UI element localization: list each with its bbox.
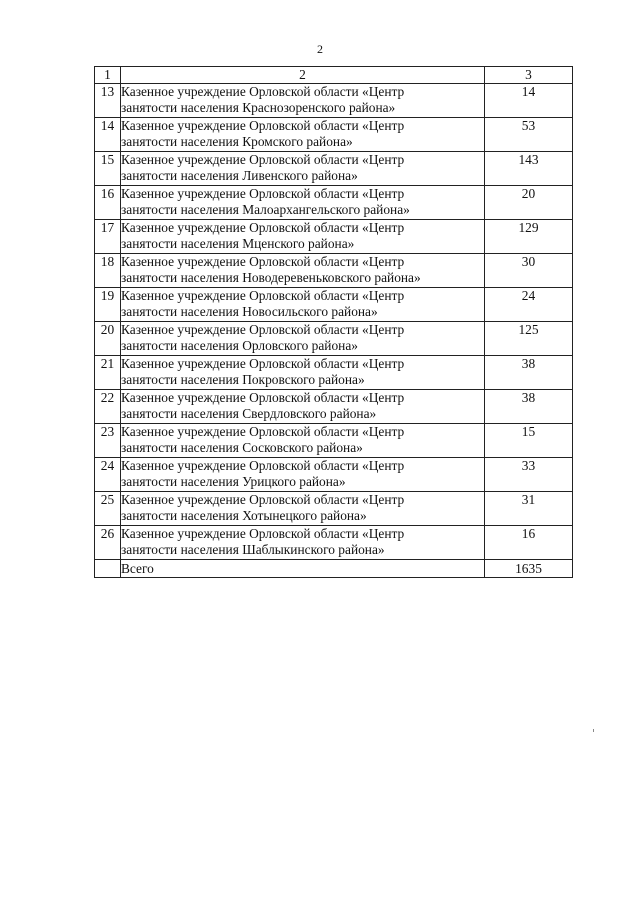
- row-number: 26: [95, 526, 121, 560]
- header-col-2: 2: [121, 67, 485, 84]
- name-line-2: занятости населения Шаблыкинского района»: [121, 542, 385, 557]
- row-number: 16: [95, 186, 121, 220]
- row-number: 18: [95, 254, 121, 288]
- name-line-1: Казенное учреждение Орловской области «Центр: [121, 220, 405, 235]
- name-line-2: занятости населения Кромского района»: [121, 134, 353, 149]
- row-value: 38: [485, 390, 573, 424]
- name-line-1: Казенное учреждение Орловской области «Центр: [121, 118, 405, 133]
- institution-name: [121, 492, 485, 526]
- institution-name: [121, 118, 485, 152]
- institution-name: [121, 458, 485, 492]
- table-row: [95, 356, 573, 390]
- name-line-1: Казенное учреждение Орловской области «Центр: [121, 526, 405, 541]
- name-line-1: Казенное учреждение Орловской области «Центр: [121, 84, 405, 99]
- institution-name: [121, 220, 485, 254]
- institution-name: [121, 288, 485, 322]
- row-number: 24: [95, 458, 121, 492]
- total-row: [95, 560, 573, 578]
- row-value: 16: [485, 526, 573, 560]
- name-line-1: Казенное учреждение Орловской области «Центр: [121, 186, 405, 201]
- page-number: 2: [317, 42, 323, 56]
- name-line-2: занятости населения Новодеревеньковского района»: [121, 270, 421, 285]
- name-line-2: занятости населения Малоархангельского района»: [121, 202, 410, 217]
- table-row: [95, 186, 573, 220]
- header-col-1: 1: [95, 67, 121, 84]
- row-value: 129: [485, 220, 573, 254]
- row-number: 19: [95, 288, 121, 322]
- name-line-2: занятости населения Новосильского района»: [121, 304, 378, 319]
- institution-name: [121, 356, 485, 390]
- institution-name: [121, 152, 485, 186]
- row-number: 20: [95, 322, 121, 356]
- row-value: 125: [485, 322, 573, 356]
- name-line-2: занятости населения Урицкого района»: [121, 474, 346, 489]
- row-value: 15: [485, 424, 573, 458]
- row-value: 38: [485, 356, 573, 390]
- table-row: [95, 118, 573, 152]
- row-value: 53: [485, 118, 573, 152]
- institution-name: [121, 526, 485, 560]
- scan-speck: [593, 729, 594, 732]
- total-number-cell: [95, 560, 121, 578]
- row-value: 30: [485, 254, 573, 288]
- row-number: 25: [95, 492, 121, 526]
- name-line-2: занятости населения Краснозоренского района»: [121, 100, 396, 115]
- institution-name: [121, 424, 485, 458]
- name-line-1: Казенное учреждение Орловской области «Центр: [121, 356, 405, 371]
- row-number: 14: [95, 118, 121, 152]
- institution-name: [121, 254, 485, 288]
- row-number: 23: [95, 424, 121, 458]
- name-line-1: Казенное учреждение Орловской области «Центр: [121, 390, 405, 405]
- name-line-2: занятости населения Сосковского района»: [121, 440, 363, 455]
- name-line-2: занятости населения Мценского района»: [121, 236, 355, 251]
- institution-name: [121, 322, 485, 356]
- row-value: 14: [485, 84, 573, 118]
- institution-name: [121, 390, 485, 424]
- table-row: [95, 390, 573, 424]
- row-value: 20: [485, 186, 573, 220]
- name-line-1: Казенное учреждение Орловской области «Центр: [121, 288, 405, 303]
- table-row: [95, 152, 573, 186]
- name-line-1: Казенное учреждение Орловской области «Центр: [121, 458, 405, 473]
- table-row: [95, 322, 573, 356]
- total-label: Всего: [121, 560, 485, 578]
- name-line-2: занятости населения Свердловского района»: [121, 406, 377, 421]
- header-col-3: 3: [485, 67, 573, 84]
- row-number: 13: [95, 84, 121, 118]
- table-row: [95, 84, 573, 118]
- table-row: [95, 526, 573, 560]
- name-line-1: Казенное учреждение Орловской области «Центр: [121, 492, 405, 507]
- name-line-2: занятости населения Ливенского района»: [121, 168, 358, 183]
- table-row: [95, 254, 573, 288]
- employment-centers-table: [94, 66, 573, 578]
- row-value: 31: [485, 492, 573, 526]
- table-row: [95, 288, 573, 322]
- row-number: 17: [95, 220, 121, 254]
- name-line-1: Казенное учреждение Орловской области «Центр: [121, 322, 405, 337]
- row-number: 22: [95, 390, 121, 424]
- total-value: 1635: [485, 560, 573, 578]
- name-line-2: занятости населения Покровского района»: [121, 372, 365, 387]
- name-line-1: Казенное учреждение Орловской области «Центр: [121, 152, 405, 167]
- table-row: [95, 220, 573, 254]
- name-line-2: занятости населения Орловского района»: [121, 338, 358, 353]
- name-line-1: Казенное учреждение Орловской области «Центр: [121, 254, 405, 269]
- name-line-1: Казенное учреждение Орловской области «Центр: [121, 424, 405, 439]
- row-value: 143: [485, 152, 573, 186]
- table-row: [95, 424, 573, 458]
- row-value: 33: [485, 458, 573, 492]
- table-row: [95, 492, 573, 526]
- table-row: [95, 458, 573, 492]
- row-value: 24: [485, 288, 573, 322]
- row-number: 21: [95, 356, 121, 390]
- row-number: 15: [95, 152, 121, 186]
- name-line-2: занятости населения Хотынецкого района»: [121, 508, 367, 523]
- table-header-row: [95, 67, 573, 84]
- institution-name: [121, 84, 485, 118]
- institution-name: [121, 186, 485, 220]
